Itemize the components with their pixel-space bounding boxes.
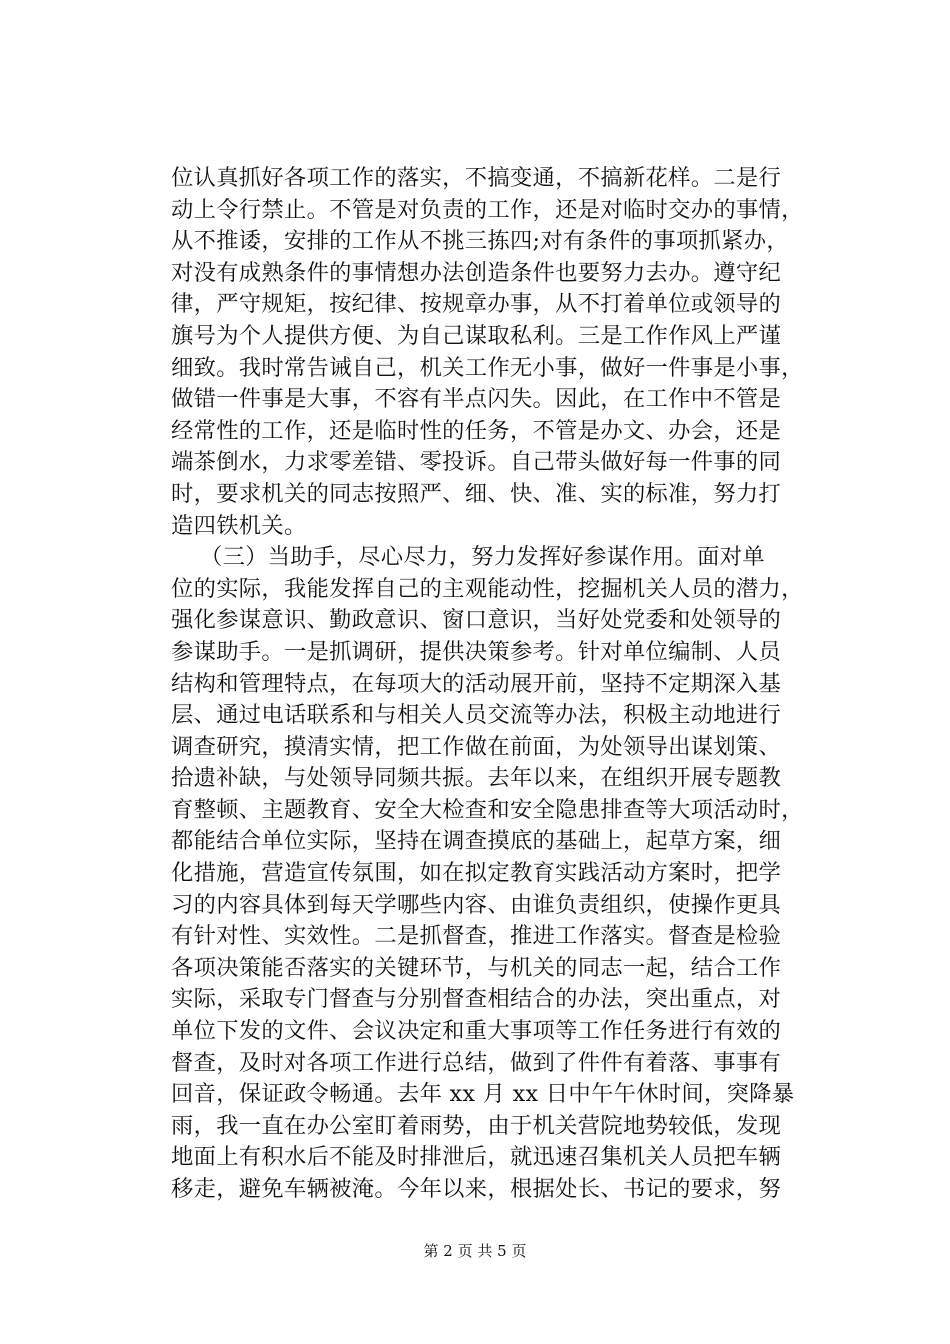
text-line: 旗号为个人提供方便、为自己谋取私利。三是工作作风上严谨	[171, 322, 782, 349]
text-line: 做错一件事是大事，不容有半点闪失。因此，在工作中不管是	[171, 386, 782, 413]
body-text	[171, 163, 831, 1206]
text-line: 回音，保证政令畅通。去年 xx 月 xx 日中午午休时间，突降暴	[171, 1081, 795, 1108]
text-line: 强化参谋意识、勤政意识、窗口意识，当好处党委和处领导的	[171, 607, 782, 634]
text-line: 督查，及时对各项工作进行总结，做到了件件有着落、事事有	[171, 1049, 782, 1076]
text-line: 细致。我时常告诫自己，机关工作无小事，做好一件事是小事，	[171, 354, 804, 381]
text-line: 雨，我一直在办公室盯着雨势，由于机关营院地势较低，发现	[171, 1112, 782, 1139]
text-line: 育整顿、主题教育、安全大检查和安全隐患排查等大项活动时，	[171, 796, 804, 823]
paragraph-start-line: （三）当助手，尽心尽力，努力发挥好参谋作用。面对单	[200, 544, 765, 571]
text-line: 都能结合单位实际，坚持在调查摸底的基础上，起草方案，细	[171, 828, 782, 855]
text-line: 有针对性、实效性。二是抓督查，推进工作落实。督查是检验	[171, 923, 782, 950]
text-line: 动上令行禁止。不管是对负责的工作，还是对临时交办的事情，	[171, 196, 804, 223]
text-line: 造四铁机关。	[171, 512, 307, 539]
text-line: 位认真抓好各项工作的落实，不搞变通，不搞新花样。二是行	[171, 165, 782, 191]
text-line: 对没有成熟条件的事情想办法创造条件也要努力去办。遵守纪	[171, 259, 782, 286]
text-line: 参谋助手。一是抓调研，提供决策参考。针对单位编制、人员	[171, 638, 782, 665]
page-number-label: 第 2 页 共 5 页	[423, 1242, 527, 1260]
text-line: 单位下发的文件、会议决定和重大事项等工作任务进行有效的	[171, 1018, 782, 1045]
text-line: 层、通过电话联系和与相关人员交流等办法，积极主动地进行	[171, 702, 782, 729]
page-footer	[0, 1241, 950, 1261]
text-line: 移走，避免车辆被淹。今年以来，根据处长、书记的要求，努	[171, 1176, 782, 1202]
text-line: 地面上有积水后不能及时排泄后，就迅速召集机关人员把车辆	[171, 1144, 782, 1171]
text-line: 化措施，营造宣传氛围，如在拟定教育实践活动方案时，把学	[171, 860, 782, 887]
text-line: 实际，采取专门督查与分别督查相结合的办法，突出重点，对	[171, 986, 782, 1013]
text-line: 位的实际，我能发挥自己的主观能动性，挖掘机关人员的潜力，	[171, 575, 804, 602]
text-line: 拾遗补缺，与处领导同频共振。去年以来，在组织开展专题教	[171, 765, 782, 792]
text-line: 从不推诿，安排的工作从不挑三拣四;对有条件的事项抓紧办，	[171, 228, 789, 255]
text-line: 各项决策能否落实的关键环节，与机关的同志一起，结合工作	[171, 954, 782, 981]
text-line: 端茶倒水，力求零差错、零投诉。自己带头做好每一件事的同	[171, 449, 782, 476]
text-line: 律，严守规矩，按纪律、按规章办事，从不打着单位或领导的	[171, 291, 782, 318]
text-line: 习的内容具体到每天学哪些内容、由谁负责组织，使操作更具	[171, 891, 782, 918]
text-line: 调查研究，摸清实情，把工作做在前面，为处领导出谋划策、	[171, 733, 782, 760]
text-line: 经常性的工作，还是临时性的任务，不管是办文、办会，还是	[171, 417, 782, 444]
text-line: 时，要求机关的同志按照严、细、快、准、实的标准，努力打	[171, 480, 782, 507]
text-line: 结构和管理特点，在每项大的活动展开前，坚持不定期深入基	[171, 670, 782, 697]
